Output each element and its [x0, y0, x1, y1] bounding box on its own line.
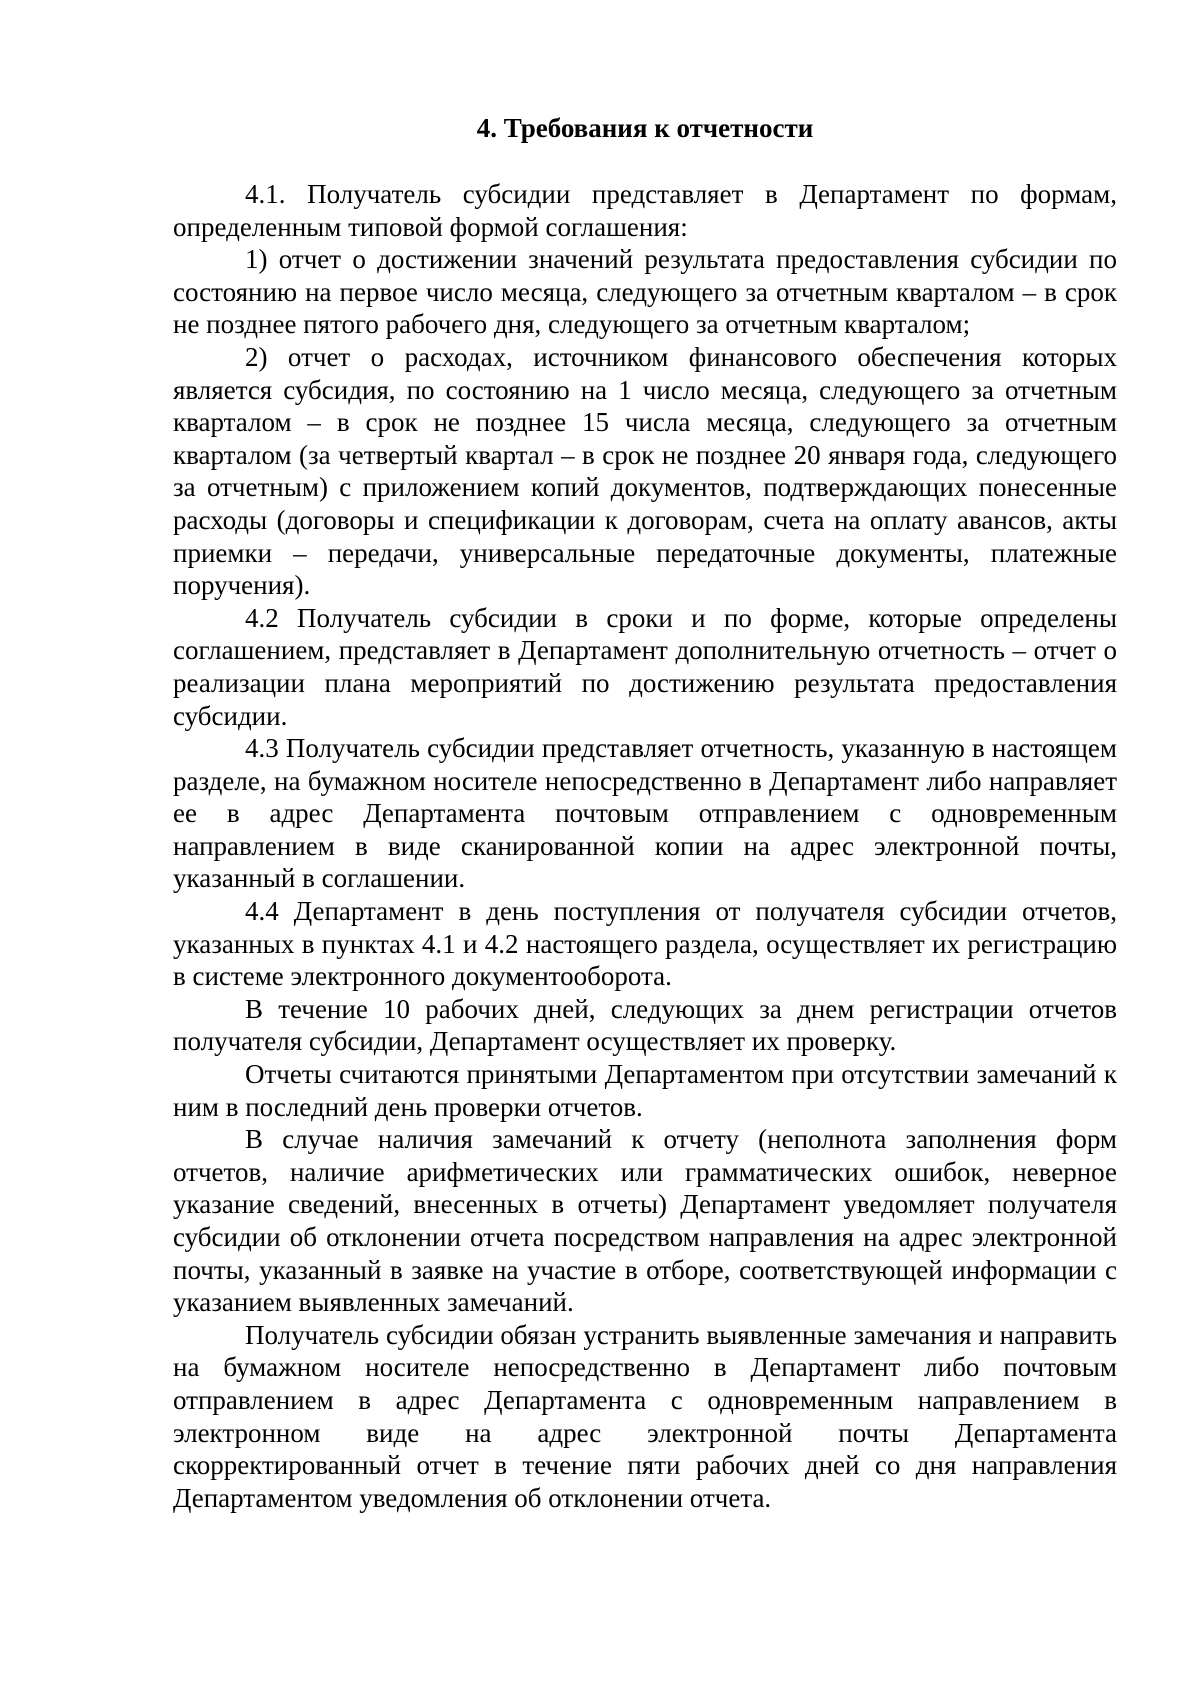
paragraph-remarks: В случае наличия замечаний к отчету (неполнота заполнения форм отчетов, наличие арифметических или грамматических ошибок, неверное указание сведений, внесенных в отчеты) Департамент уведомляет получателя субсидии об отклонении отчета посредством направления на адрес электронной почты, указанный в заявке на участие в отборе, соответствующей информации с указанием выявленных замечаний.	[173, 1124, 1117, 1318]
document-content	[173, 112, 1117, 1514]
paragraph-correction: Получатель субсидии обязан устранить выявленные замечания и направить на бумажном носителе непосредственно в Департамент либо почтовым отправлением в адрес Департамента с одновременным направлением в электронном виде на адрес электронной почты Департамента скорректированный отчет в течение пяти рабочих дней со дня направления Департаментом уведомления об отклонении отчета.	[173, 1319, 1117, 1513]
paragraph-4-1-item-2: 2) отчет о расходах, источником финансового обеспечения которых является субсидия, по состоянию на 1 число месяца, следующего за отчетным кварталом – в срок не позднее 15 числа месяца, следующего за отчетным кварталом (за четвертый квартал – в срок не позднее 20 января года, следующего за отчетным) с приложением копий документов, подтверждающих понесенные расходы (договоры и спецификации к договорам, счета на оплату авансов, акты приемки – передачи, универсальные передаточные документы, платежные поручения).	[173, 341, 1117, 601]
paragraph-4-1-item-1: 1) отчет о достижении значений результата предоставления субсидии по состоянию на первое число месяца, следующего за отчетным кварталом – в срок не позднее пятого рабочего дня, следующего за отчетным кварталом;	[173, 244, 1117, 340]
paragraph-4-1: 4.1. Получатель субсидии представляет в Департамент по формам, определенным типовой формой соглашения:	[173, 179, 1117, 242]
paragraph-review-period: В течение 10 рабочих дней, следующих за днем регистрации отчетов получателя субсидии, Департамент осуществляет их проверку.	[173, 993, 1117, 1057]
section-title: 4. Требования к отчетности	[476, 113, 814, 143]
paragraph-4-2: 4.2 Получатель субсидии в сроки и по форме, которые определены соглашением, представляет в Департамент дополнительную отчетность – отчет о реализации плана мероприятий по достижению результата предоставления субсидии.	[173, 602, 1117, 731]
paragraph-acceptance: Отчеты считаются принятыми Департаментом при отсутствии замечаний к ним в последний день проверки отчетов.	[173, 1059, 1117, 1122]
paragraph-4-3: 4.3 Получатель субсидии представляет отчетность, указанную в настоящем разделе, на бумажном носителе непосредственно в Департамент либо направляет ее в адрес Департамента почтовым отправлением с одновременным направлением в виде сканированной копии на адрес электронной почты, указанный в соглашении.	[173, 733, 1117, 894]
paragraph-4-4: 4.4 Департамент в день поступления от получателя субсидии отчетов, указанных в пунктах 4.1 и 4.2 настоящего раздела, осуществляет их регистрацию в системе электронного документооборота.	[173, 896, 1117, 992]
